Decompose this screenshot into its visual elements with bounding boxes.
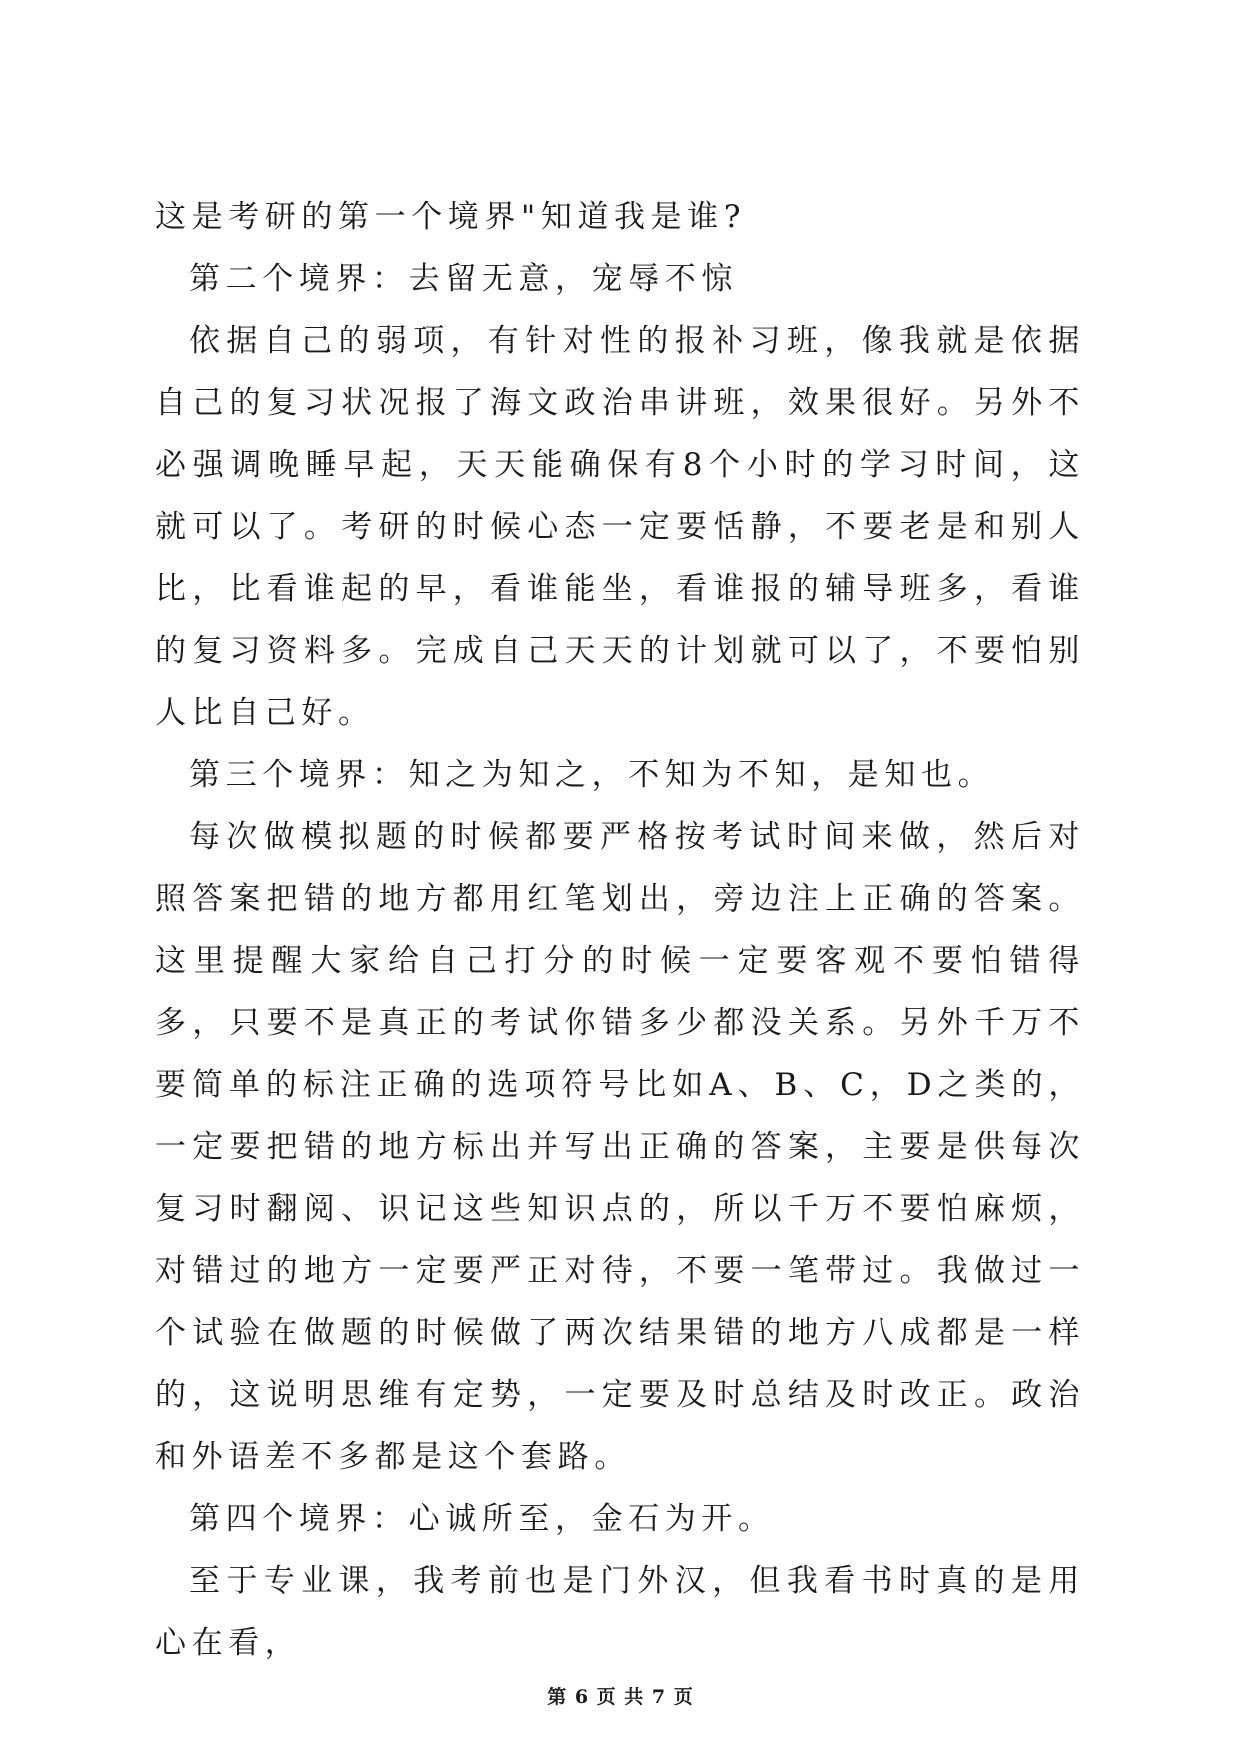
paragraph-mock-exams: 每次做模拟题的时候都要严格按考试时间来做，然后对照答案把错的地方都用红笔划出，旁边注上正确的答案。这里提醒大家给自己打分的时候一定要客观不要怕错得多，只要不是真正的考试你错多少都没关系。另外千万不要简单的标注正确的选项符号比如A、B、C，D之类的，一定要把错的地方标出并写出正确的答案，主要是供每次复习时翻阅、识记这些知识点的，所以千万不要怕麻烦，对错过的地方一定要严正对待，不要一笔带过。我做过一个试验在做题的时候做了两次结果错的地方八成都是一样的，这说明思维有定势，一定要及时总结及时改正。政治和外语差不多都是这个套路。 — [155, 819, 1085, 1475]
paragraph-major-course: 至于专业课，我考前也是门外汉，但我看书时真的是用心在看， — [155, 1563, 1085, 1661]
paragraph-tutoring: 依据自己的弱项，有针对性的报补习班，像我就是依据自己的复习状况报了海文政治串讲班，效果很好。另外不必强调晚睡早起，天天能确保有8个小时的学习时间，这就可以了。考研的时候心态一定要恬静，不要老是和别人比，比看谁起的早，看谁能坐，看谁报的辅导班多，看谁的复习资料多。完成自己天天的计划就可以了，不要怕别人比自己好。 — [155, 323, 1085, 731]
page-number-footer: 第 6 页 共 7 页 — [547, 1686, 694, 1708]
document-body — [155, 186, 1085, 1674]
heading-second-realm: 第二个境界：去留无意，宠辱不惊 — [189, 261, 738, 297]
paragraph-continuation: 这是考研的第一个境界"知道我是谁? — [155, 199, 747, 235]
heading-fourth-realm: 第四个境界：心诚所至，金石为开。 — [189, 1501, 775, 1537]
heading-third-realm: 第三个境界：知之为知之，不知为不知，是知也。 — [189, 757, 995, 793]
